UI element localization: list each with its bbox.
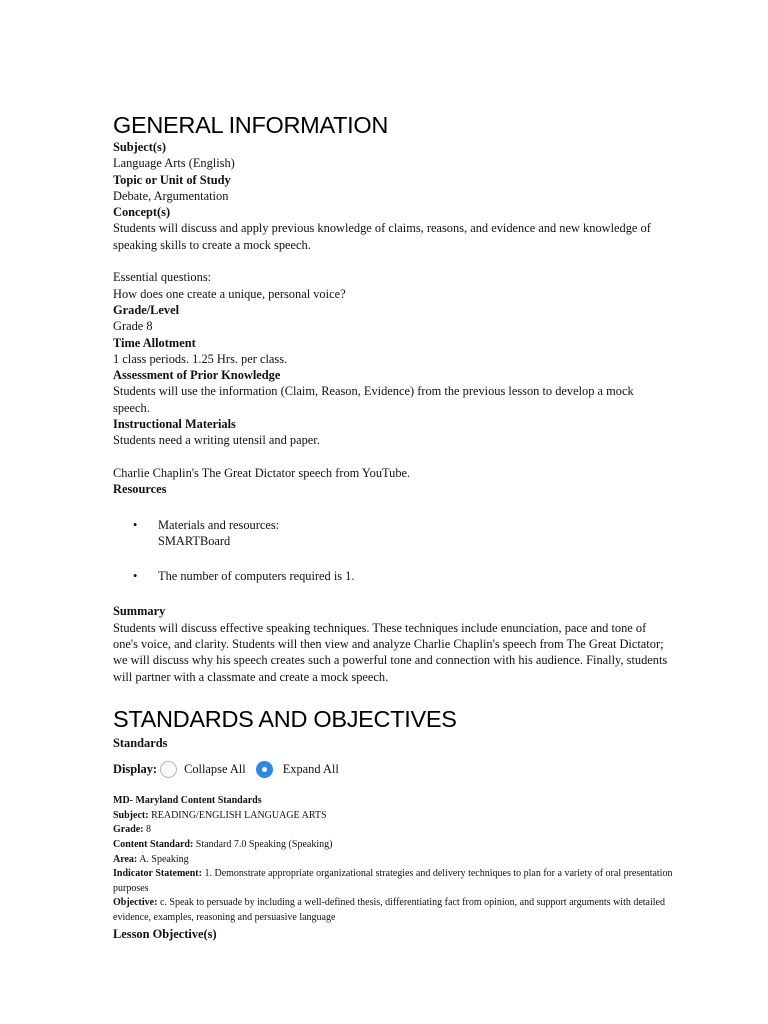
display-label: Display: <box>113 762 158 777</box>
standard-subject-row <box>113 809 673 824</box>
concepts-value: Students will discuss and apply previous knowledge of claims, reasons, and evidence and new knowledge of speaking skills to create a mock speech. <box>113 221 651 252</box>
grade-level-label: Grade/Level <box>113 302 180 317</box>
resources-label: Resources <box>113 482 167 497</box>
bullet: • <box>133 569 138 584</box>
standard-grade-label: Grade: <box>113 824 144 836</box>
bullet: • <box>133 517 138 532</box>
general-information-heading: GENERAL INFORMATION <box>113 112 389 138</box>
essential-questions-label: Essential questions: <box>113 270 212 285</box>
indicator-label: Indicator Statement: <box>113 868 202 880</box>
content-standard-row <box>113 838 673 853</box>
instructional-materials-video: Charlie Chaplin's The Great Dictator speech from YouTube. <box>113 465 411 480</box>
indicator-row <box>113 867 673 896</box>
instructional-materials-label: Instructional Materials <box>113 417 236 432</box>
subjects-label: Subject(s) <box>113 140 166 154</box>
standards-detail <box>113 794 673 925</box>
resources-list <box>113 517 673 585</box>
list-item <box>113 517 673 550</box>
concepts-label: Concept(s) <box>113 205 171 220</box>
area-label: Area: <box>113 853 138 865</box>
time-allotment-label: Time Allotment <box>113 335 196 350</box>
objective-row <box>113 896 673 925</box>
objective-value: c. Speak to persuade by including a well-defined thesis, differentiating fact from opinion, and support arguments with detailed evidence, examples, reasoning and persuasive language <box>113 897 665 923</box>
content-standard-value: Standard 7.0 Speaking (Speaking) <box>195 838 333 850</box>
resources-item-text: SMARTBoard <box>158 533 231 548</box>
topic-value: Debate, Argumentation <box>113 188 229 203</box>
resources-item-text: The number of computers required is 1. <box>158 569 355 584</box>
standard-grade-value: 8 <box>146 824 152 836</box>
collapse-all-label[interactable]: Collapse All <box>184 762 246 777</box>
collapse-all-radio[interactable] <box>160 761 177 778</box>
topic-label: Topic or Unit of Study <box>113 172 231 187</box>
time-allotment-value: 1 class periods. 1.25 Hrs. per class. <box>113 351 288 366</box>
content-standard-label: Content Standard: <box>113 838 194 850</box>
essential-questions-value: How does one create a unique, personal voice? <box>113 286 346 301</box>
standards-objectives-heading: STANDARDS AND OBJECTIVES <box>113 705 457 732</box>
list-item <box>113 568 673 584</box>
summary-value: Students will discuss effective speaking techniques. These techniques include enunciation, pace and tone of one's voice, and clarity. Students will then view and analyze Charlie Chaplin's speech from The Great Dictator; we will discuss why his speech creates such a powerful tone and connection with his audience. Finally, students will partner with a classmate and create a mock speech. <box>113 620 668 684</box>
summary-label: Summary <box>113 604 166 619</box>
area-value: A. Speaking <box>139 853 189 865</box>
standards-source-title: MD- Maryland Content Standards <box>113 795 262 807</box>
indicator-value: 1. Demonstrate appropriate organizational strategies and delivery techniques to plan for a variety of oral presentation purposes <box>113 868 673 894</box>
expand-all-radio[interactable] <box>256 761 273 778</box>
display-toggle <box>113 760 673 778</box>
prior-knowledge-value: Students will use the information (Claim, Reason, Evidence) from the previous lesson to develop a mock speech. <box>113 384 634 415</box>
expand-all-label[interactable]: Expand All <box>282 762 339 777</box>
grade-level-value: Grade 8 <box>113 319 153 334</box>
document-content <box>113 111 673 942</box>
area-row <box>113 853 673 868</box>
subjects-value: Language Arts (English) <box>113 156 235 171</box>
standard-subject-value: READING/ENGLISH LANGUAGE ARTS <box>151 809 327 821</box>
standards-label: Standards <box>113 735 168 750</box>
resources-item-text: Materials and resources: <box>158 517 280 532</box>
standard-subject-label: Subject: <box>113 809 149 821</box>
instructional-materials-value: Students need a writing utensil and paper. <box>113 433 320 448</box>
lesson-objectives-label: Lesson Objective(s) <box>113 926 217 941</box>
objective-label: Objective: <box>113 897 158 909</box>
standard-grade-row <box>113 823 673 838</box>
prior-knowledge-label: Assessment of Prior Knowledge <box>113 368 281 383</box>
